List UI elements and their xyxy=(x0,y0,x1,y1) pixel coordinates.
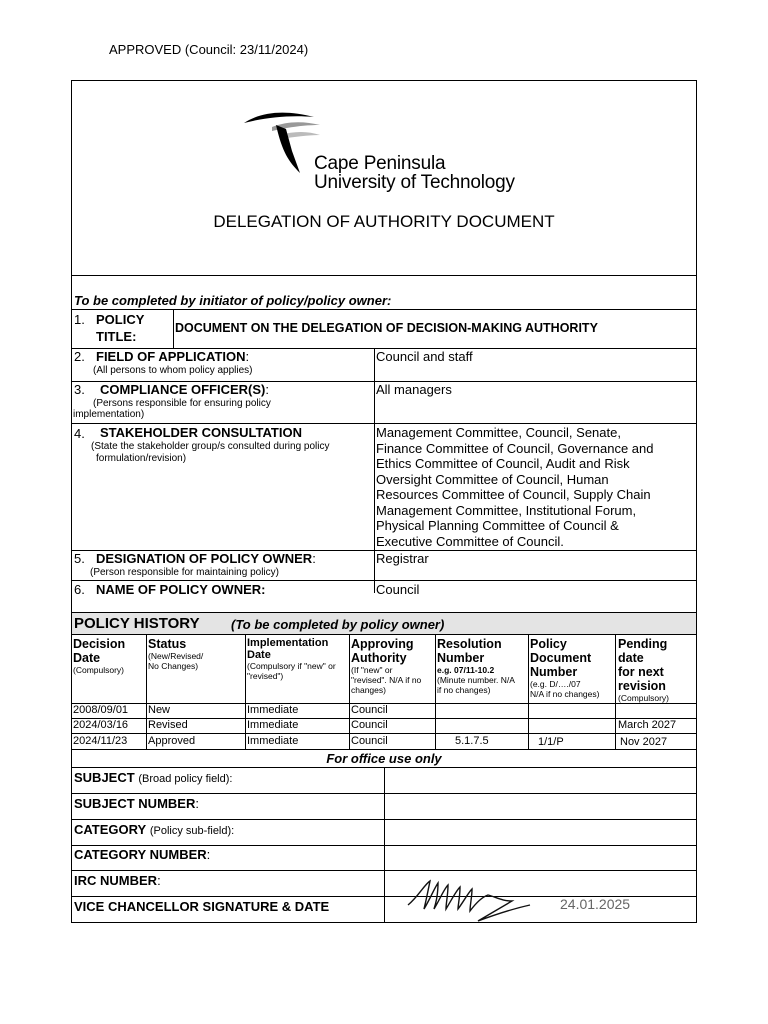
compliance-officer-value: All managers xyxy=(376,382,452,397)
name-owner-label: NAME OF POLICY OWNER: xyxy=(96,582,266,597)
logo-text-line1: Cape Peninsula xyxy=(314,153,446,174)
policy-title-value: DOCUMENT ON THE DELEGATION OF DECISION-MAKING AUTHORITY xyxy=(175,321,598,335)
approval-status-line: APPROVED (Council: 23/11/2024) xyxy=(109,42,309,57)
designation-owner-label: DESIGNATION OF POLICY OWNER: xyxy=(96,551,316,566)
field-of-application-value: Council and staff xyxy=(376,349,473,364)
university-logo xyxy=(242,111,532,193)
category-label: CATEGORY (Policy sub-field): xyxy=(74,822,235,837)
field-1-number: 1. xyxy=(74,312,85,327)
history-col-decision-date: Decision Date (Compulsory) xyxy=(73,637,126,675)
irc-number-label: IRC NUMBER: xyxy=(74,873,161,888)
vc-signature-date: 24.01.2025 xyxy=(560,896,631,912)
field-of-application-label: FIELD OF APPLICATION: xyxy=(96,349,250,364)
field-4-number: 4. xyxy=(74,426,85,441)
designation-owner-value: Registrar xyxy=(376,551,429,566)
category-number-label: CATEGORY NUMBER: xyxy=(74,847,211,862)
stakeholder-note-1: (State the stakeholder group/s consulted during policy xyxy=(91,441,330,452)
history-col-policy-document-number: Policy Document Number (e.g. D/…./07 N/A if no changes) xyxy=(530,637,600,699)
field-3-number: 3. xyxy=(74,382,85,397)
logo-mark-icon xyxy=(242,111,322,173)
policy-title-label-2: TITLE: xyxy=(96,329,137,344)
compliance-officer-label: COMPLIANCE OFFICER(S): xyxy=(100,382,270,397)
policy-title-label-1: POLICY xyxy=(96,312,145,327)
document-title: DELEGATION OF AUTHORITY DOCUMENT xyxy=(213,212,555,231)
logo-text-line2: University of Technology xyxy=(314,172,515,193)
history-col-resolution-number: Resolution Number e.g. 07/11-10.2 (Minute number. N/A if no changes) xyxy=(437,637,515,695)
history-col-implementation-date: Implementation Date (Compulsory if "new" or "revised") xyxy=(247,637,336,681)
designation-owner-note: (Person responsible for maintaining policy) xyxy=(90,567,279,578)
stakeholder-consultation-value: Management Committee, Council, Senate, Finance Committee of Council, Governance and Ethics Committee of Council, Audit and Risk Oversight Committee of Council, Human Resources Committee of Council, Supply Chain Management Committee, Institutional Forum, Physical Planning Committee of Council & Executive Committee of Council. xyxy=(376,425,654,549)
field-of-application-note: (All persons to whom policy applies) xyxy=(93,365,253,376)
history-col-status: Status (New/Revised/ No Changes) xyxy=(148,637,204,671)
subject-label: SUBJECT (Broad policy field): xyxy=(74,770,233,785)
name-owner-value: Council xyxy=(376,582,420,597)
field-2-number: 2. xyxy=(74,349,85,364)
history-col-approving-authority: Approving Authority (If "new" or "revised". N/A if no changes) xyxy=(351,637,422,695)
field-6-number: 6. xyxy=(74,582,85,597)
signature-icon xyxy=(402,875,542,925)
policy-history-header: POLICY HISTORY (To be completed by policy owner) xyxy=(72,613,696,634)
subject-number-label: SUBJECT NUMBER: xyxy=(74,796,199,811)
office-use-title: For office use only xyxy=(326,751,442,766)
compliance-officer-note-2: implementation) xyxy=(73,409,145,420)
history-col-pending-date: Pending date for next revision (Compulsory) xyxy=(618,637,670,703)
field-5-number: 5. xyxy=(74,551,85,566)
compliance-officer-note-1: (Persons responsible for ensuring policy xyxy=(93,398,271,409)
vc-signature-label: VICE CHANCELLOR SIGNATURE & DATE xyxy=(74,899,330,914)
stakeholder-consultation-label: STAKEHOLDER CONSULTATION xyxy=(100,425,302,440)
stakeholder-note-2: formulation/revision) xyxy=(96,453,187,464)
initiator-note: To be completed by initiator of policy/policy owner: xyxy=(74,293,392,308)
document-frame: Cape Peninsula University of Technology DELEGATION OF AUTHORITY DOCUMENT To be completed by initiator of policy/policy owner: 1. POLICY TITLE: DOCUMENT ON THE DELEGATION OF DECISION-MAKING AUTHORITY 2. FIELD OF APPLICATION: (All persons to whom policy applies) Council and staff 3. COMPLIANCE OFFICER(S): (Persons responsible for ensuring policy implementation) All managers 4. STAKEHOLDER CONSULTATION (State the stakeholder group/s consulted during policy formulation/revision) Management Committee, Council, Senate, Finance Committee of Council, Governance and Ethics Committee of Council, Audit and Risk Oversight Committee of Council, Human Resources Committee of Council, Supply Chain Management Committee, Institutional Forum, Physical Planning Committee of Council & Executive Committee of Council. 5. DESIGNATION OF POLICY OWNER: (Person responsible for maintaining policy) Registrar 6. NAME OF POLICY OWNER: Council POLICY HISTORY (To be completed by policy owner) Decision Date (Compulsory) Status (New/Revised/ No Changes) Implementation Date (Compulsory if "new" or "revised") Approving Authority (If "new" or "revised". N/A if no changes) Resolution Number e.g. 07/11-10.2 (Minute number. N/A if no changes) Policy Document Number (e.g. D/…./07 N/A if no changes) Pending date for next revision (Compulsory) 2008/09/01 New Immediate Council 2024/03/16 Revised Immediate Council March 2027 2024/11/23 Approved Immediate Council 5.1.7.5 1/1/P Nov 2027 For office use only SUBJECT (Broad policy field): SUBJECT NUMBER: CATEGORY (Policy sub-field): CATEGORY NUMBER: IRC NUMBER: VICE CHANCELLOR SIGNATURE & DATE 24.01.2025 xyxy=(71,80,697,923)
